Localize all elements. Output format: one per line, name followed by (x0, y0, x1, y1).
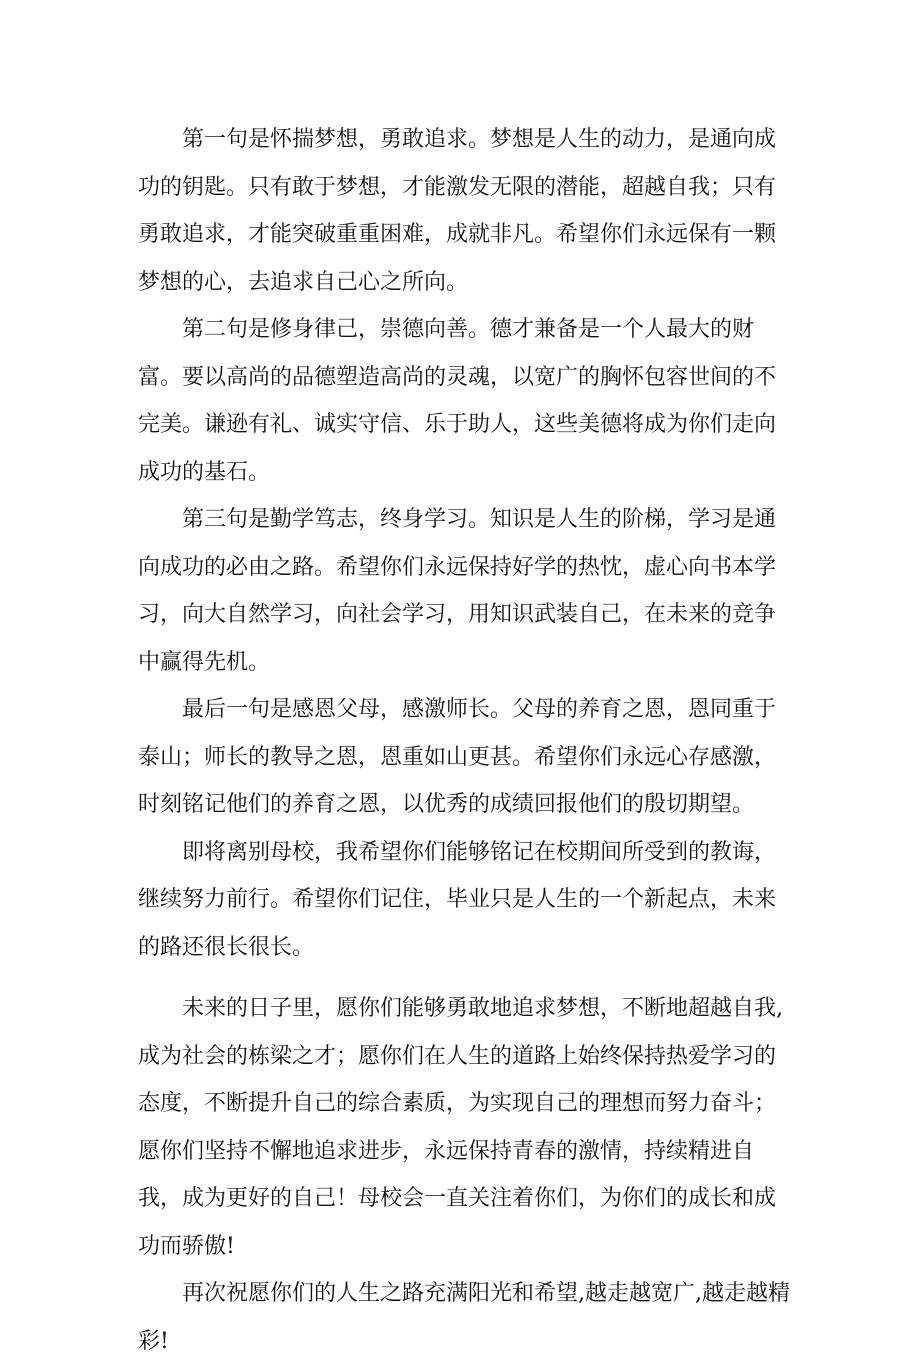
paragraph-2: 第二句是修身律己，崇德向善。德才兼备是一个人最大的财富。要以高尚的品德塑造高尚的灵魂，以宽广的胸怀包容世间的不完美。谦逊有礼、诚实守信、乐于助人，这些美德将成为你们走向成功的基石。 (138, 317, 777, 485)
document-body (138, 116, 790, 1365)
paragraph-1: 第一句是怀揣梦想，勇敢追求。梦想是人生的动力，是通向成功的钥匙。只有敢于梦想，才能激发无限的潜能，超越自我；只有勇敢追求，才能突破重重困难，成就非凡。希望你们永远保有一颗梦想的心，去追求自己心之所向。 (138, 127, 777, 295)
paragraph-4: 最后一句是感恩父母，感激师长。父母的养育之恩，恩同重于泰山；师长的教导之恩，恩重如山更甚。希望你们永远心存感激，时刻铭记他们的养育之恩，以优秀的成绩回报他们的殷切期望。 (138, 697, 777, 817)
paragraph-7: 再次祝愿你们的人生之路充满阳光和希望,越走越宽广,越走越精彩! (138, 1281, 790, 1354)
paragraph-5: 即将离别母校，我希望你们能够铭记在校期间所受到的教诲，继续努力前行。希望你们记住，毕业只是人生的一个新起点，未来的路还很长很长。 (138, 839, 777, 960)
paragraph-6: 未来的日子里，愿你们能够勇敢地追求梦想，不断地超越自我,成为社会的栋梁之才；愿你们在人生的道路上始终保持热爱学习的态度，不断提升自己的综合素质，为实现自己的理想而努力奋斗；愿你们坚持不懈地追求进步，永远保持青春的激情，持续精进自我，成为更好的自己！母校会一直关注着你们，为你们的成长和成功而骄傲! (138, 996, 783, 1259)
paragraph-3: 第三句是勤学笃志，终身学习。知识是人生的阶梯，学习是通向成功的必由之路。希望你们永远保持好学的热忱，虚心向书本学习，向大自然学习，向社会学习，用知识武装自己，在未来的竞争中赢得先机。 (138, 507, 777, 675)
